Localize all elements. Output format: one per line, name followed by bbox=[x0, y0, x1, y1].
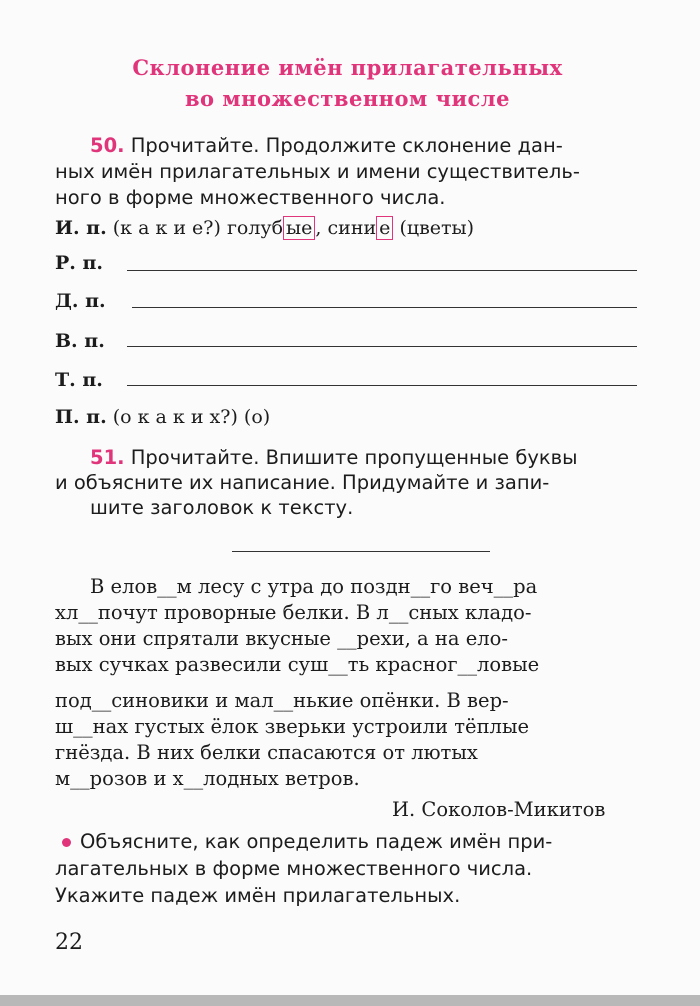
scan-edge bbox=[0, 995, 700, 1006]
accusative-answer-line[interactable] bbox=[127, 346, 637, 347]
exercise-51-line-2: и объясните их написание. Придумайте и запи- bbox=[55, 471, 550, 494]
exercise-51-line-3: шите заголовок к тексту. bbox=[90, 496, 354, 519]
instrumental-answer-line[interactable] bbox=[127, 385, 637, 386]
exercise-50-line-2: ных имён прилагательных и имени существитель- bbox=[55, 160, 580, 183]
adjective-1: голуб ые bbox=[227, 216, 315, 240]
exercise-51-number: 51. bbox=[90, 446, 125, 469]
exercise-50-text-1: Прочитайте. Продолжите склонение дан- bbox=[130, 134, 563, 157]
dative-answer-line[interactable] bbox=[132, 307, 637, 308]
text-line-8: м__розов и х__лодных ветров. bbox=[55, 767, 360, 790]
adjective-2: сини е bbox=[328, 216, 394, 240]
text-line-6: ш__нах густых ёлок зверьки устроили тёплые bbox=[55, 715, 530, 738]
text-line-3: вых они спрятали вкусные __рехи, а на ело- bbox=[55, 627, 508, 650]
text-author: И. Соколов-Микитов bbox=[392, 798, 606, 821]
prepositional-preposition: (о) bbox=[243, 406, 271, 428]
text-line-1: В елов__м лесу с утра до поздн__го веч__ра bbox=[90, 575, 538, 598]
task-bullet-icon bbox=[62, 838, 71, 847]
case-label-dative: Д. п. bbox=[55, 290, 106, 312]
exercise-51-text-1: Прочитайте. Впишите пропущенные буквы bbox=[130, 446, 578, 469]
section-title-line-1: Склонение имён прилагательных bbox=[132, 55, 563, 80]
case-row-prepositional bbox=[55, 406, 270, 428]
exercise-50-line-1 bbox=[90, 134, 563, 157]
case-label-nominative: И. п. bbox=[55, 217, 107, 239]
task-line-3: Укажите падеж имён прилагательных. bbox=[55, 884, 461, 907]
case-label-instrumental: Т. п. bbox=[55, 369, 103, 391]
case-row-nominative: И. п. (к а к и е?) голуб ые , сини е (цветы) bbox=[55, 217, 475, 239]
exercise-50-number: 50. bbox=[90, 134, 125, 157]
case-label-genitive: Р. п. bbox=[55, 252, 104, 274]
exercise-50-line-3: ного в форме множественного числа. bbox=[55, 186, 446, 209]
adjective-2-ending-box: е bbox=[376, 216, 393, 240]
page-number: 22 bbox=[55, 930, 83, 955]
text-line-2: хл__почут проворные белки. В л__сных кладо- bbox=[55, 601, 532, 624]
text-line-4: вых сучках развесили суш__ть красног__ловые bbox=[55, 653, 540, 676]
task-line-2: лагательных в форме множественного числа. bbox=[55, 857, 533, 880]
genitive-answer-line[interactable] bbox=[127, 270, 637, 271]
exercise-51-line-1 bbox=[90, 446, 578, 469]
adjective-1-ending-box: ые bbox=[283, 216, 315, 240]
task-line-1: Объясните, как определить падеж имён при- bbox=[80, 830, 553, 853]
prepositional-question: (о к а к и х?) bbox=[112, 406, 238, 428]
noun-flowers: (цветы) bbox=[399, 217, 475, 239]
case-label-accusative: В. п. bbox=[55, 330, 105, 352]
nominative-question: (к а к и е?) bbox=[112, 217, 221, 239]
section-title-line-2: во множественном числе bbox=[184, 86, 511, 111]
title-answer-line[interactable] bbox=[232, 551, 490, 552]
text-line-5: под__синовики и мал__нькие опёнки. В вер- bbox=[55, 689, 509, 712]
text-line-7: гнёзда. В них белки спасаются от лютых bbox=[55, 741, 478, 764]
case-label-prepositional: П. п. bbox=[55, 406, 107, 428]
